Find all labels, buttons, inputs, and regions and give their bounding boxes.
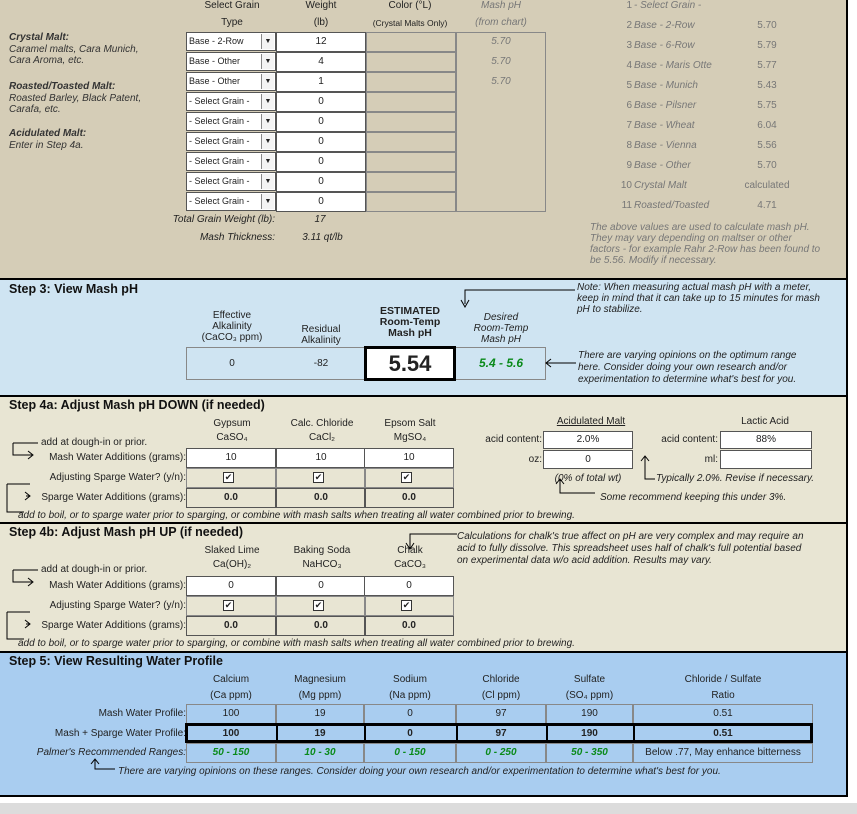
grain-color-cell [366, 192, 456, 212]
grain-type-value: - Select Grain - [189, 156, 250, 166]
ref-name: Base - Other [634, 160, 691, 171]
grain-type-select[interactable] [186, 192, 276, 211]
lb-header: (lb) [313, 17, 329, 28]
estimated-ph-value: 5.54 [364, 346, 456, 381]
color-header: Color (°L) [388, 0, 432, 11]
additive-formula: NaHCO₃ [302, 559, 342, 570]
grain-note-body: Enter in Step 4a. [9, 140, 84, 151]
ref-ph: calculated [744, 180, 790, 191]
type-header: Type [221, 17, 243, 28]
total-profile-value: 190 [581, 728, 598, 739]
estimated-ph-label: ESTIMATED Room-Temp Mash pH [379, 305, 441, 339]
dough-in-note: add at dough-in or prior. [41, 437, 148, 448]
additive-formula: MgSO₄ [393, 432, 427, 443]
grain-color-cell [366, 152, 456, 172]
grain-color-cell [366, 32, 456, 52]
additive-name: Slaked Lime [204, 545, 260, 556]
grain-type-value: - Select Grain - [189, 196, 250, 206]
total-profile-value: 19 [314, 728, 326, 739]
grain-weight-input[interactable]: 12 [276, 32, 366, 52]
step3-section [0, 278, 846, 395]
sparge-checkbox[interactable]: ✔ [402, 472, 411, 482]
mash-profile-value: 190 [581, 708, 598, 719]
grain-type-select[interactable] [186, 72, 276, 91]
profile-col-name: Sulfate [573, 674, 606, 685]
mash-thickness-value: 3.11 qt/lb [302, 232, 343, 243]
sparge-checkbox[interactable]: ✔ [314, 600, 323, 610]
total-grain-value: 17 [314, 214, 326, 225]
grain-color-cell [366, 172, 456, 192]
lactic-content-label: acid content: [661, 434, 718, 445]
step3-note: Note: When measuring actual mash pH with a meter, keep in mind that it can take up to 15 minutes for mash pH to stabilize. [577, 282, 820, 315]
sparge-addition-value: 0.0 [186, 488, 276, 508]
step4b-title: Step 4b: Adjust Mash pH UP (if needed) [9, 525, 244, 539]
grain-type-value: - Select Grain - [189, 136, 250, 146]
ref-ph: 5.77 [757, 60, 777, 71]
ref-number: 4 [626, 60, 632, 71]
additive-name: Calc. Chloride [290, 418, 354, 429]
additive-name: Chalk [397, 545, 423, 556]
ref-number: 8 [626, 140, 632, 151]
grain-ph-frame [456, 32, 546, 212]
step3-title: Step 3: View Mash pH [9, 282, 138, 296]
acid-content-label: acid content: [485, 434, 542, 445]
pct-total-note: (0% of total wt) [554, 473, 622, 484]
ref-number: 10 [620, 180, 632, 191]
total-profile-value: 0 [407, 728, 413, 739]
lactic-title: Lactic Acid [741, 416, 789, 427]
step4a-section [0, 395, 846, 522]
profile-col-unit: (Ca ppm) [210, 690, 252, 701]
sheet-right-border [846, 0, 848, 797]
boil-note: add to boil, or to sparge water prior to sparging, or combine with mash salts when treating all water combined prior to brewing. [18, 510, 575, 521]
sparge-addition-value: 0.0 [276, 616, 366, 636]
desired-ph-label: Desired Room-Temp Mash pH [473, 312, 529, 345]
mash-addition-input[interactable]: 0 [364, 576, 454, 596]
step5-section [0, 651, 846, 797]
ml-label: ml: [704, 454, 718, 465]
residual-alkalinity-value: -82 [313, 358, 329, 369]
range-value: 50 - 350 [571, 747, 608, 758]
dough-in-note-b: add at dough-in or prior. [41, 564, 148, 575]
desired-ph-value: 5.4 - 5.6 [478, 356, 524, 370]
ref-number: 5 [626, 80, 632, 91]
sparge-addition-value: 0.0 [364, 616, 454, 636]
grain-weight-input[interactable]: 0 [276, 112, 366, 132]
ranges-note: There are varying opinions on these ranges. Consider doing your own research and/or experimentation to determine what's best for you. [118, 766, 721, 777]
grain-type-value: Base - Other [189, 56, 241, 66]
ref-name: Crystal Malt [634, 180, 687, 191]
sparge-additions-label-b: Sparge Water Additions (grams): [41, 620, 186, 631]
additive-formula: CaSO₄ [216, 432, 248, 443]
grain-ph-cell: 5.70 [491, 56, 511, 67]
ref-name: Base - Wheat [634, 120, 695, 131]
boil-note-b: add to boil, or to sparge water prior to sparging, or combine with mash salts when treating all water combined prior to brewing. [18, 638, 575, 649]
mash-profile-value: 19 [314, 708, 326, 719]
ref-name: Base - Vienna [634, 140, 697, 151]
step3-opinion: There are varying opinions on the optimum range here. Consider doing your own research and/or experimentation to determine what's best for you. [578, 350, 797, 385]
note-arrow [440, 284, 580, 312]
step4a-title: Step 4a: Adjust Mash pH DOWN (if needed) [9, 398, 265, 412]
grain-note-title: Crystal Malt: [9, 32, 70, 43]
ref-number: 2 [626, 20, 632, 31]
ref-ph: 4.71 [757, 200, 777, 211]
sparge-question-label-b: Adjusting Sparge Water? (y/n): [49, 600, 186, 611]
grain-color-cell [366, 112, 456, 132]
grain-weight-input[interactable]: 0 [276, 172, 366, 192]
grain-note-body: Roasted Barley, Black Patent, Carafa, etc. [9, 93, 142, 115]
keep-note: Some recommend keeping this under 3%. [600, 492, 787, 503]
chevron-down-icon[interactable]: ▼ [261, 154, 274, 169]
range-value: 50 - 150 [212, 747, 250, 758]
effective-alkalinity-value: 0 [229, 358, 235, 369]
range-value: 10 - 30 [304, 747, 336, 758]
mash-addition-input[interactable]: 10 [186, 448, 276, 468]
profile-col-unit: Ratio [711, 690, 735, 701]
sparge-question-label: Adjusting Sparge Water? (y/n): [49, 472, 186, 483]
total-profile-label: Mash + Sparge Water Profile: [54, 728, 186, 739]
grain-type-select[interactable] [186, 92, 276, 111]
ref-number: 9 [626, 160, 632, 171]
ref-note: The above values are used to calculate mash pH. They may vary depending on maltser or other factors - for example Rahr 2-Row has been found to be 5.56. Modify if necessary. [590, 222, 821, 266]
mash-addition-input[interactable]: 0 [186, 576, 276, 596]
sparge-checkbox[interactable]: ✔ [224, 472, 233, 482]
mash-profile-value: 97 [495, 708, 507, 719]
grain-type-value: - Select Grain - [189, 96, 250, 106]
ref-name: Base - Maris Otte [634, 60, 712, 71]
grain-color-cell [366, 132, 456, 152]
ref-number: 11 [621, 200, 632, 211]
grain-note-title: Roasted/Toasted Malt: [9, 81, 116, 92]
grain-type-value: - Select Grain - [189, 176, 250, 186]
ranges-arrow [90, 757, 120, 777]
ref-number: 3 [626, 40, 632, 51]
grain-type-value: Base - Other [189, 76, 241, 86]
ref-name: Base - 2-Row [634, 20, 695, 31]
ref-name: Base - Munich [634, 80, 698, 91]
grain-type-select[interactable] [186, 32, 276, 51]
oz-label: oz: [528, 454, 542, 465]
weight-header: Weight [305, 0, 337, 11]
sparge-addition-value: 0.0 [276, 488, 366, 508]
total-grain-label: Total Grain Weight (lb): [172, 214, 275, 225]
ref-name: Roasted/Toasted [634, 200, 710, 211]
ml-input[interactable] [720, 450, 812, 469]
acid-malt-title: Acidulated Malt [556, 416, 626, 427]
chevron-down-icon[interactable]: ▼ [261, 194, 274, 209]
mash-thickness-label: Mash Thickness: [199, 232, 275, 243]
mash-profile-value: 100 [222, 708, 240, 719]
grain-color-cell [366, 52, 456, 72]
profile-col-name: Sodium [393, 674, 427, 685]
sparge-checkbox[interactable]: ✔ [402, 600, 411, 610]
range-value: 0 - 250 [485, 747, 517, 758]
grain-color-cell [366, 92, 456, 112]
grain-type-select[interactable] [186, 112, 276, 131]
ref-ph: 5.70 [757, 160, 777, 171]
typical-note: Typically 2.0%. Revise if necessary. [656, 473, 815, 484]
grain-weight-input[interactable]: 0 [276, 152, 366, 172]
chevron-down-icon[interactable]: ▼ [261, 54, 274, 69]
select-grain-header: Select Grain [204, 0, 260, 11]
chalk-arrow [405, 530, 460, 552]
profile-col-name: Calcium [212, 674, 250, 685]
grain-type-select[interactable] [186, 172, 276, 191]
grain-type-select[interactable] [186, 52, 276, 71]
keep-arrow [555, 477, 600, 499]
grain-type-value: - Select Grain - [189, 116, 250, 126]
grain-color-cell [366, 72, 456, 92]
opinion-arrow [544, 358, 578, 368]
bottom-strip [0, 803, 857, 814]
chevron-down-icon[interactable]: ▼ [261, 174, 274, 189]
additive-name: Gypsum [213, 418, 251, 429]
effective-alkalinity-label: Effective Alkalinity (CaCO₃ ppm) [201, 310, 263, 343]
range-value: Below .77, May enhance bitterness [645, 747, 801, 758]
acid-content-input[interactable]: 2.0% [543, 431, 633, 449]
step5-title: Step 5: View Resulting Water Profile [9, 654, 223, 668]
ref-name: Base - 6-Row [634, 40, 695, 51]
chalk-note: Calculations for chalk's true affect on pH are very complex and may require an acid to fully dissolve. This spreadsheet uses half of chalk's full potential based on experimental data w/o acid addition. Results may vary. [457, 531, 804, 566]
ref-ph: 5.75 [757, 100, 777, 111]
ph-header: Mash pH [480, 0, 521, 11]
additive-formula: CaCO₃ [394, 559, 426, 570]
mash-profile-value: 0 [407, 708, 413, 719]
ref-number: 6 [626, 100, 632, 111]
mash-profile-label: Mash Water Profile: [98, 708, 186, 719]
ref-number: 1 [626, 0, 632, 11]
grain-section [0, 0, 846, 278]
ranges-label: Palmer's Recommended Ranges: [36, 747, 186, 758]
profile-col-unit: (SO₄ ppm) [565, 690, 614, 701]
grain-type-value: Base - 2-Row [189, 36, 244, 46]
chevron-down-icon[interactable]: ▼ [261, 114, 274, 129]
ph-note: (from chart) [475, 17, 527, 28]
additive-name: Epsom Salt [384, 418, 436, 429]
grain-note-title: Acidulated Malt: [9, 128, 87, 139]
additive-name: Baking Soda [293, 545, 351, 556]
ref-number: 7 [626, 120, 632, 131]
profile-col-unit: (Na ppm) [389, 690, 431, 701]
grain-weight-input[interactable]: 0 [276, 192, 366, 212]
mash-addition-input[interactable]: 10 [364, 448, 454, 468]
additive-formula: CaCl₂ [308, 432, 336, 443]
grain-ph-cell: 5.70 [491, 36, 511, 47]
grain-type-select[interactable] [186, 152, 276, 171]
ref-ph: 5.56 [757, 140, 777, 151]
total-profile-frame [185, 723, 813, 743]
ref-ph: 5.79 [757, 40, 777, 51]
lactic-content-input[interactable]: 88% [720, 431, 812, 449]
mash-addition-input[interactable]: 0 [276, 576, 366, 596]
sparge-addition-value: 0.0 [186, 616, 276, 636]
sparge-additions-label: Sparge Water Additions (grams): [41, 492, 186, 503]
mash-profile-value: 0.51 [713, 708, 733, 719]
total-profile-value: 97 [495, 728, 507, 739]
grain-weight-input[interactable]: 0 [276, 132, 366, 152]
chevron-down-icon[interactable]: ▼ [261, 34, 274, 49]
grain-ph-cell: 5.70 [491, 76, 511, 87]
profile-col-name: Magnesium [294, 674, 346, 685]
total-profile-value: 100 [222, 728, 240, 739]
mash-addition-input[interactable]: 10 [276, 448, 366, 468]
chevron-down-icon[interactable]: ▼ [261, 94, 274, 109]
chevron-down-icon[interactable]: ▼ [261, 134, 274, 149]
range-value: 0 - 150 [394, 747, 426, 758]
grain-note-body: Caramel malts, Cara Munich, Cara Aroma, etc. [9, 44, 139, 66]
color-note: (Crystal Malts Only) [372, 18, 448, 28]
ref-name: Base - Pilsner [634, 100, 697, 111]
residual-alkalinity-label: Residual Alkalinity [301, 324, 341, 346]
sparge-checkbox[interactable]: ✔ [314, 472, 323, 482]
step4b-section [0, 522, 846, 651]
grain-type-select[interactable] [186, 132, 276, 151]
profile-col-name: Chloride [482, 674, 520, 685]
mash-additions-label: Mash Water Additions (grams): [49, 452, 186, 463]
chevron-down-icon[interactable]: ▼ [261, 74, 274, 89]
total-profile-value: 0.51 [713, 728, 733, 739]
profile-col-unit: (Mg ppm) [298, 690, 342, 701]
additive-formula: Ca(OH)₂ [212, 559, 252, 570]
ref-name: - Select Grain - [634, 0, 702, 11]
sparge-checkbox[interactable]: ✔ [224, 600, 233, 610]
ref-ph: 6.04 [757, 120, 777, 131]
ref-ph: 5.70 [757, 20, 777, 31]
oz-input[interactable]: 0 [543, 450, 633, 469]
sparge-addition-value: 0.0 [364, 488, 454, 508]
profile-col-name: Chloride / Sulfate [684, 674, 762, 685]
grain-weight-input[interactable]: 0 [276, 92, 366, 112]
grain-weight-input[interactable]: 1 [276, 72, 366, 92]
mash-additions-label-b: Mash Water Additions (grams): [49, 580, 186, 591]
grain-weight-input[interactable]: 4 [276, 52, 366, 72]
ref-ph: 5.43 [757, 80, 777, 91]
profile-col-unit: (Cl ppm) [481, 690, 521, 701]
